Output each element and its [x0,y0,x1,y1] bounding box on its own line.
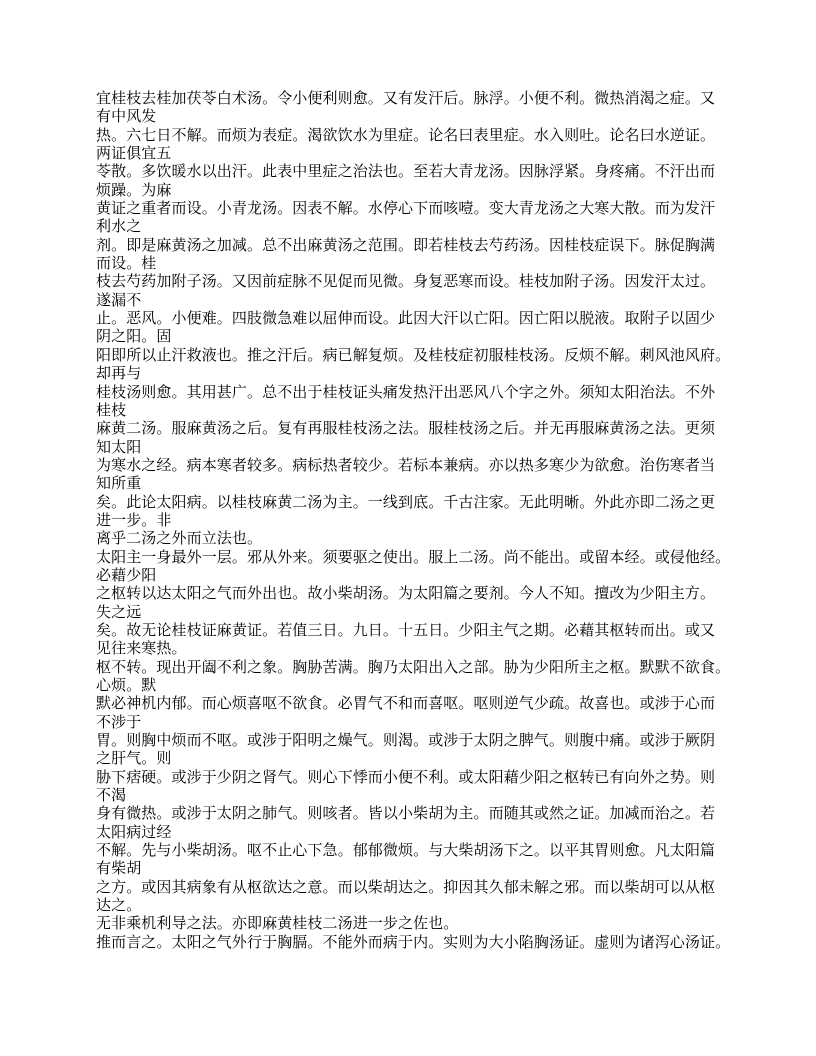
text-line: 剂。即是麻黄汤之加减。总不出麻黄汤之范围。即若桂枝去芍药汤。因桂枝症误下。脉促胸满 [96,237,716,254]
text-line: 黄证之重者而设。小青龙汤。因表不解。水停心下而咳噎。变大青龙汤之大寒大散。而为发汗 [96,201,716,218]
text-line: 有柴胡 [96,861,142,878]
text-line: 桂枝汤则愈。其用甚广。总不出于桂枝证头痛发热汗出恶风八个字之外。须知太阳治法。不外 [96,384,716,401]
text-line: 枢不转。现出开阖不利之象。胸胁苦满。胸乃太阳出入之部。胁为少阳所主之枢。默默不欲食。 [96,659,731,676]
text-line: 默必神机内郁。而心烦喜呕不欲食。必胃气不和而喜呕。呕则逆气少疏。故喜也。或涉于心而 [96,696,716,713]
text-line: 胃。则胸中烦而不呕。或涉于阳明之燥气。则渴。或涉于太阴之脾气。则腹中痛。或涉于厥阴 [96,733,716,750]
text-line: 见往来寒热。 [96,641,187,658]
text-line: 不涉于 [96,714,142,731]
text-line: 身有微热。或涉于太阴之肺气。则咳者。皆以小柴胡为主。而随其或然之证。加减而治之。若 [96,806,716,823]
text-line: 之肝气。则 [96,751,172,768]
document-text [96,90,731,952]
text-line: 必藉少阳 [96,567,157,584]
text-line: 苓散。多饮暖水以出汗。此表中里症之治法也。至若大青龙汤。因脉浮紧。身疼痛。不汗出而 [96,164,716,181]
text-line: 失之远 [96,604,142,621]
text-line: 遂漏不 [96,292,142,309]
text-line: 利水之 [96,219,142,236]
text-line: 为寒水之经。病本寒者较多。病标热者较少。若标本兼病。亦以热多寒少为欲愈。治伤寒者当 [96,457,716,474]
text-line: 知所重 [96,476,142,493]
text-line: 不解。先与小柴胡汤。呕不止心下急。郁郁微烦。与大柴胡汤下之。以平其胃则愈。凡太阳篇 [96,843,716,860]
text-line: 麻黄二汤。服麻黄汤之后。复有再服桂枝汤之法。服桂枝汤之后。并无再服麻黄汤之法。更须 [96,421,716,438]
text-line: 阳即所以止汗救液也。推之汗后。病已解复烦。及桂枝症初服桂枝汤。反烦不解。刺风池风府。 [96,347,731,364]
text-line: 热。六七日不解。而烦为表症。渴欲饮水为里症。论名曰表里症。水入则吐。论名曰水逆证。 [96,127,716,144]
text-line: 却再与 [96,366,142,383]
text-line: 太阳病过经 [96,824,172,841]
text-line: 矣。此论太阳病。以桂枝麻黄二汤为主。一线到底。千古注家。无此明晰。外此亦即二汤之更 [96,494,716,511]
text-line: 烦躁。为麻 [96,182,172,199]
text-line: 之枢转以达太阳之气而外出也。故小柴胡汤。为太阳篇之要剂。今人不知。擅改为少阳主方。 [96,586,716,603]
text-line: 进一步。非 [96,512,172,529]
text-line: 矣。故无论桂枝证麻黄证。若值三日。九日。十五日。少阳主气之期。必藉其枢转而出。或又 [96,622,716,639]
text-line: 不渴 [96,788,127,805]
text-line: 枝去芍药加附子汤。又因前症脉不见促而见微。身复恶寒而设。桂枝加附子汤。因发汗太过。 [96,274,716,291]
text-line: 太阳主一身最外一层。邪从外来。须要驱之使出。服上二汤。尚不能出。或留本经。或侵他经。 [96,549,731,566]
text-line: 推而言之。太阳之气外行于胸膈。不能外而病于内。实则为大小陷胸汤证。虚则为诸泻心汤证。 [96,934,731,951]
text-line: 心烦。默 [96,678,157,694]
text-line: 无非乘机利导之法。亦即麻黄桂枝二汤进一步之佐也。 [96,916,459,933]
text-line: 之方。或因其病象有从枢欲达之意。而以柴胡达之。抑因其久郁未解之邪。而以柴胡可以从枢 [96,879,716,896]
text-line: 阴之阳。固 [96,329,172,346]
text-line: 离乎二汤之外而立法也。 [96,531,263,548]
text-line: 宜桂枝去桂加茯苓白术汤。令小便利则愈。又有发汗后。脉浮。小便不利。微热消渴之症。又 [96,91,716,107]
text-line: 而设。桂 [96,256,157,273]
text-line: 达之。 [96,898,142,915]
text-line: 两证俱宜五 [96,146,172,163]
text-line: 知太阳 [96,439,142,456]
text-line: 胁下痞硬。或涉于少阴之肾气。则心下悸而小便不利。或太阳藉少阳之枢转已有向外之势。则 [96,769,716,786]
text-line: 有中风发 [96,109,157,126]
text-line: 止。恶风。小便难。四肢微急难以屈伸而设。此因大汗以亡阳。因亡阳以脱液。取附子以固少 [96,311,716,328]
text-line: 桂枝 [96,402,127,419]
